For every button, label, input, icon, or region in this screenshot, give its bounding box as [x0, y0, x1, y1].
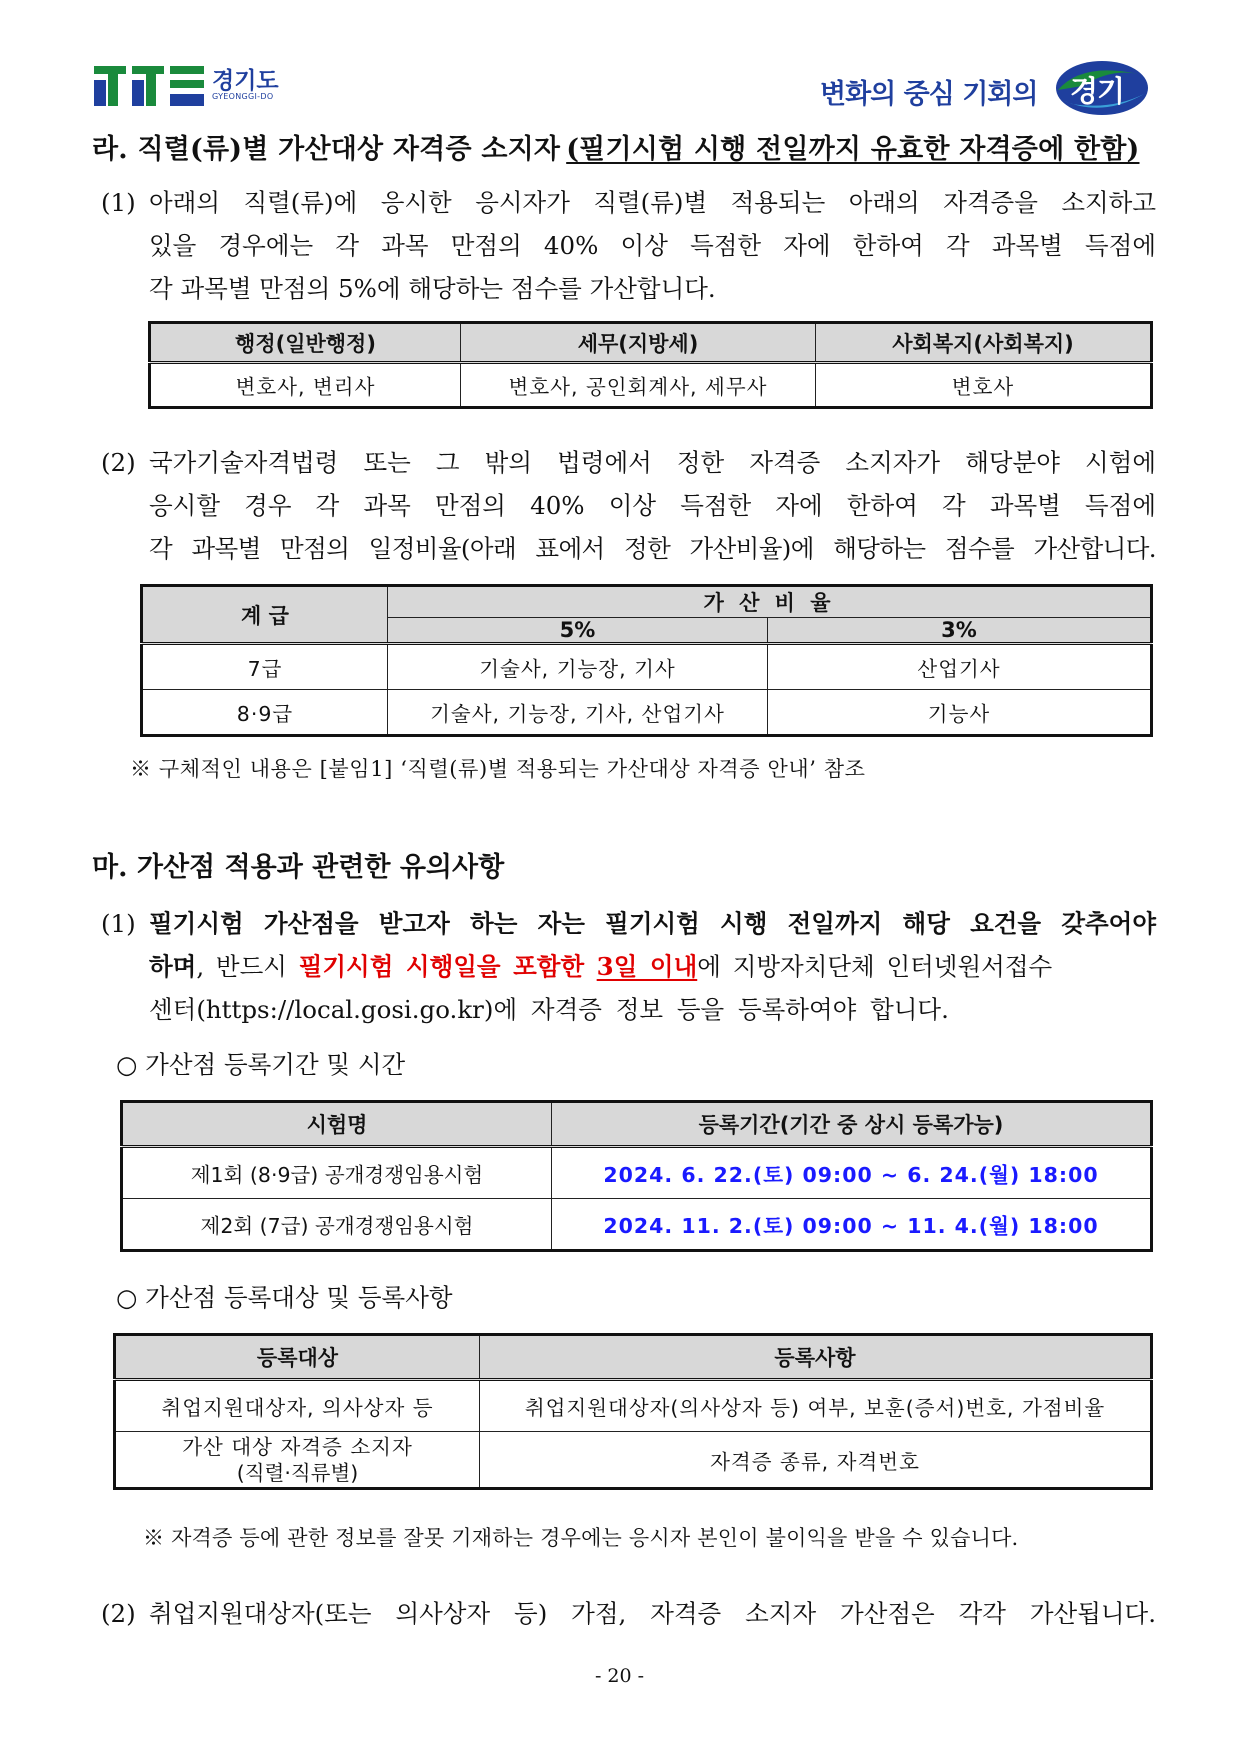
ratio-subheader: 3%	[768, 618, 1152, 644]
section-ma-heading: 마. 가산점 적용과 관련한 유의사항	[92, 852, 505, 883]
table2-cell: 산업기사	[768, 644, 1152, 690]
table3-header: 시험명	[122, 1102, 552, 1147]
section-ra-heading-paren: (필기시험 시행 전일까지 유효한 자격증에 한함)	[566, 134, 1140, 165]
license-table-by-series	[148, 321, 1153, 409]
registration-target-heading: ○ 가산점 등록대상 및 등록사항	[116, 1283, 453, 1312]
table4-header: 등록사항	[480, 1335, 1152, 1380]
slogan-logo	[820, 60, 1150, 118]
page-number: - 20 -	[594, 1665, 645, 1687]
table1-cell: 변호사	[816, 363, 1152, 408]
ma-p2-line-1: 취업지원대상자(또는 의사상자 등) 가점, 자격증 소지자 가산점은 각각 가산됩니다.	[149, 1599, 1156, 1628]
table4-cell: 취업지원대상자(의사상자 등) 여부, 보훈(증서)번호, 가점비율	[480, 1380, 1152, 1432]
badge-text: 경기	[1070, 74, 1125, 108]
table4-cell	[115, 1432, 480, 1489]
ma-p1-bold: 하며	[149, 952, 197, 981]
section-ma-note: ※ 자격증 등에 관한 정보를 잘못 기재하는 경우에는 응시자 본인이 불이익을 받을 수 있습니다.	[143, 1526, 1019, 1550]
table4-target-sub: (직렬·직류별)	[236, 1460, 359, 1485]
p1-line-1: 아래의 직렬(류)에 응시한 응시자가 직렬(류)별 적용되는 아래의 자격증을 소지하고	[149, 188, 1156, 217]
section-ra-note: ※ 구체적인 내용은 [붙임1] ‘직렬(류)별 적용되는 가산대상 자격증 안내’ 참조	[130, 757, 866, 781]
logo-left-text: 경기도	[212, 68, 279, 94]
p2-line-2: 응시할 경우 각 과목 만점의 40% 이상 득점한 자에 한하여 각 과목별 득점에	[149, 491, 1156, 520]
ma-p1-line-3: 센터(https://local.gosi.go.kr)에 자격증 정보 등을 등록하여야 합니다.	[149, 995, 949, 1024]
logo-left-subtext: GYEONGGI-DO	[212, 92, 274, 101]
table3-period: 2024. 11. 2.(토) 09:00 ~ 11. 4.(월) 18:00	[552, 1199, 1152, 1251]
table1-cell: 변호사, 공인회계사, 세무사	[461, 363, 816, 408]
p1-line-3: 각 과목별 만점의 5%에 해당하는 점수를 가산합니다.	[149, 274, 716, 303]
table1-header: 세무(지방세)	[461, 323, 816, 363]
table1-header: 행정(일반행정)	[150, 323, 461, 363]
table1-header: 사회복지(사회복지)	[816, 323, 1152, 363]
registration-target-table	[113, 1333, 1153, 1490]
ma-p1-red-2: 3일 이내	[596, 952, 698, 981]
ratio-subheader: 5%	[388, 618, 768, 644]
ma-p1-number: (1)	[101, 909, 136, 938]
ma-p1-text-b: 에 지방자치단체 인터넷원서접수	[697, 952, 1053, 981]
ma-p1-red-1: 필기시험 시행일을 포함한	[298, 952, 597, 981]
p2-line-1: 국가기술자격법령 또는 그 밖의 법령에서 정한 자격증 소지자가 해당분야 시험에	[149, 448, 1156, 477]
p1-number: (1)	[101, 188, 136, 217]
ma-p2-number: (2)	[101, 1599, 136, 1628]
grade-header: 계 급	[142, 586, 388, 644]
table2-cell: 기능사	[768, 690, 1152, 736]
registration-period-table	[120, 1100, 1153, 1252]
table2-cell: 기술사, 기능장, 기사	[388, 644, 768, 690]
slogan-text: 변화의 중심 기회의	[820, 79, 1038, 110]
ma-p1-line-1: 필기시험 가산점을 받고자 하는 자는 필기시험 시행 전일까지 해당 요건을 갖추어야	[149, 909, 1156, 938]
table4-target-label: 가산 대상 자격증 소지자	[182, 1434, 413, 1459]
p2-line-3: 각 과목별 만점의 일정비율(아래 표에서 정한 가산비율)에 해당하는 점수를 가산합니다.	[149, 534, 1156, 563]
table4-cell: 자격증 종류, 자격번호	[480, 1432, 1152, 1489]
table3-exam-name: 제1회 (8·9급) 공개경쟁임용시험	[122, 1147, 552, 1199]
slogan-badge	[1052, 60, 1148, 116]
section-ra-heading-main: 라. 직렬(류)별 가산대상 자격증 소지자	[92, 134, 561, 165]
table4-cell: 취업지원대상자, 의사상자 등	[115, 1380, 480, 1432]
p2-number: (2)	[101, 448, 136, 477]
registration-period-heading: ○ 가산점 등록기간 및 시간	[116, 1050, 406, 1079]
table2-cell: 기술사, 기능장, 기사, 산업기사	[388, 690, 768, 736]
table2-cell: 7급	[142, 644, 388, 690]
table3-exam-name: 제2회 (7급) 공개경쟁임용시험	[122, 1199, 552, 1251]
gyeonggi-do-logo	[94, 66, 294, 112]
table3-header: 등록기간(기간 중 상시 등록가능)	[552, 1102, 1152, 1147]
table4-header: 등록대상	[115, 1335, 480, 1380]
ratio-header: 가 산 비 율	[388, 586, 1152, 618]
table2-cell: 8·9급	[142, 690, 388, 736]
table1-cell: 변호사, 변리사	[150, 363, 461, 408]
table3-period: 2024. 6. 22.(토) 09:00 ~ 6. 24.(월) 18:00	[552, 1147, 1152, 1199]
section-ra-heading	[92, 127, 1140, 166]
grade-ratio-table	[140, 584, 1153, 737]
ma-p1-line-2	[149, 945, 1156, 988]
ma-p1-text-a: , 반드시	[196, 952, 299, 981]
p1-line-2: 있을 경우에는 각 과목 만점의 40% 이상 득점한 자에 한하여 각 과목별 득점에	[149, 231, 1156, 260]
